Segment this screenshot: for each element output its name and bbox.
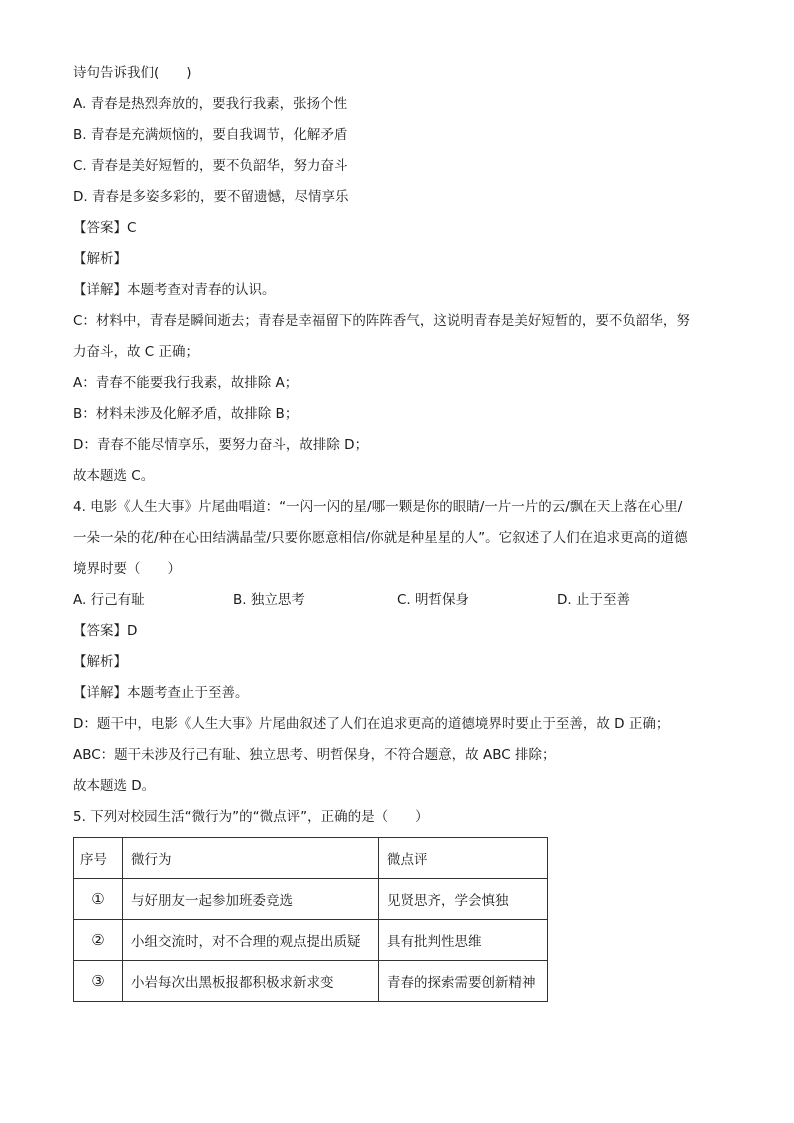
table-header-row (74, 838, 548, 879)
question-4-stem-line: 4. 电影《人生大事》片尾曲唱道：“一闪一闪的星/哪一颗是你的眼睛/一片一片的云/飘在天上落在心里/ (73, 499, 683, 515)
question-3-analysis-heading: 【解析】 (73, 251, 127, 267)
table-header-cell: 序号 (74, 838, 123, 879)
table-row (74, 920, 548, 961)
question-4-detail: 【详解】本题考查止于至善。 (73, 685, 249, 701)
question-4-analysis-heading: 【解析】 (73, 654, 127, 670)
table-row (74, 961, 548, 1002)
question-4-option-c: C. 明哲保身 (397, 592, 470, 608)
question-4-stem-line: 境界时要（ ） (73, 561, 181, 577)
table-cell-number: ③ (74, 961, 123, 1002)
table-cell-comment: 青春的探索需要创新精神 (379, 961, 548, 1002)
question-4-option-b: B. 独立思考 (233, 592, 305, 608)
table-cell-behavior: 与好朋友一起参加班委竞选 (123, 879, 379, 920)
table-header-cell: 微行为 (123, 838, 379, 879)
question-3-answer: 【答案】C (73, 220, 137, 236)
table-header-cell: 微点评 (379, 838, 548, 879)
question-3-explanation-line: C：材料中，青春是瞬间逝去；青春是幸福留下的阵阵香气，这说明青春是美好短暂的，要不负韶华，努 (73, 313, 690, 329)
question-3-option-d: D. 青春是多姿多彩的，要不留遗憾，尽情享乐 (73, 189, 349, 205)
question-3-explanation-line: B：材料未涉及化解矛盾，故排除 B； (73, 406, 299, 422)
question-3-option-a: A. 青春是热烈奔放的，要我行我素，张扬个性 (73, 96, 348, 112)
question-3-detail: 【详解】本题考查对青春的认识。 (73, 282, 276, 298)
question-4-explanation-line: ABC：题干未涉及行己有耻、独立思考、明哲保身，不符合题意，故 ABC 排除； (73, 747, 556, 763)
question-3-stem: 诗句告诉我们( ) (73, 65, 192, 81)
question-4-explanation-line: D：题干中，电影《人生大事》片尾曲叙述了人们在追求更高的道德境界时要止于至善，故 D 正确； (73, 716, 670, 732)
table-cell-number: ① (74, 879, 123, 920)
table-cell-comment: 具有批判性思维 (379, 920, 548, 961)
document-page (73, 58, 723, 1002)
question-4-stem-line: 一朵一朵的花/种在心田结满晶莹/只要你愿意相信/你就是种星星的人”。它叙述了人们在追求更高的道德 (73, 530, 688, 546)
question-4-option-a: A. 行己有耻 (73, 592, 145, 608)
table-cell-comment: 见贤思齐，学会慎独 (379, 879, 548, 920)
table-cell-number: ② (74, 920, 123, 961)
question-3-option-c: C. 青春是美好短暂的，要不负韶华，努力奋斗 (73, 158, 348, 174)
table-cell-behavior: 小岩每次出黑板报都积极求新求变 (123, 961, 379, 1002)
question-4-option-d: D. 止于至善 (557, 592, 630, 608)
question-3-option-b: B. 青春是充满烦恼的，要自我调节，化解矛盾 (73, 127, 348, 143)
behavior-review-table (73, 837, 548, 1002)
table-row (74, 879, 548, 920)
question-3-explanation-line: 力奋斗，故 C 正确； (73, 344, 200, 360)
question-3-explanation-line: D：青春不能尽情享乐，要努力奋斗，故排除 D； (73, 437, 369, 453)
question-3-conclusion: 故本题选 C。 (73, 468, 155, 484)
question-5-stem: 5. 下列对校园生活“微行为”的“微点评”，正确的是（ ） (73, 809, 429, 825)
question-4-answer: 【答案】D (73, 623, 138, 639)
question-4-conclusion: 故本题选 D。 (73, 778, 156, 794)
table-cell-behavior: 小组交流时，对不合理的观点提出质疑 (123, 920, 379, 961)
question-4-options (73, 585, 723, 616)
question-3-explanation-line: A：青春不能要我行我素，故排除 A； (73, 375, 299, 391)
